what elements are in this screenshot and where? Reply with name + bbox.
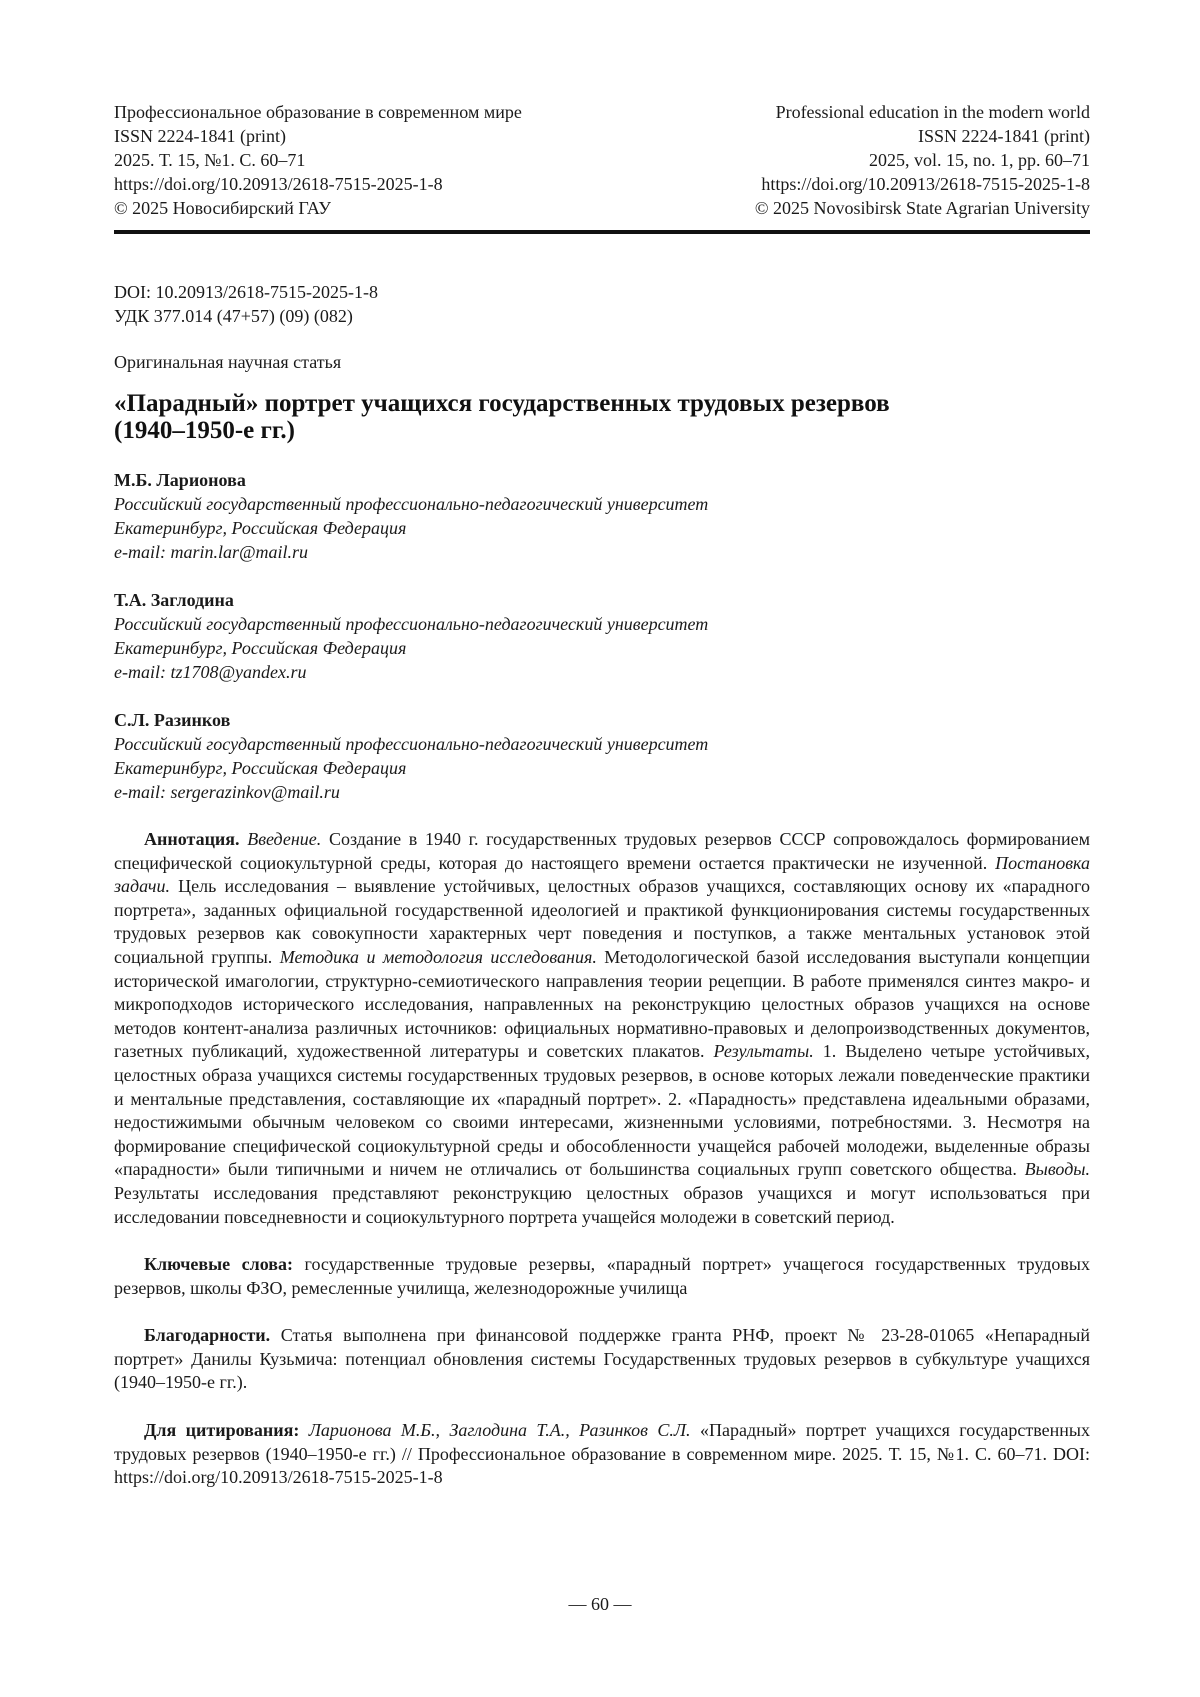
header-left-column bbox=[114, 100, 522, 220]
header-right-column bbox=[755, 100, 1090, 220]
acknowledgements bbox=[114, 1324, 1090, 1395]
author-block bbox=[114, 708, 1090, 804]
article-meta bbox=[114, 280, 1090, 328]
intro-text: Создание в 1940 г. государственных трудовых резервов СССР сопровождалось формированием специфической социокультурной среды, которая до настоящего времени остается практически не изученной. bbox=[114, 829, 1091, 873]
issn-en: ISSN 2224-1841 (print) bbox=[918, 126, 1090, 146]
author-city: Екатеринбург, Российская Федерация bbox=[114, 638, 407, 658]
author-email[interactable]: e-mail: marin.lar@mail.ru bbox=[114, 542, 309, 562]
method-text: Методологической базой исследования выступали концепции исторической имагологии, структурно-семиотического направления теории рецепции. В работе применялся синтез макро- и микроподходов исторического исследования, направленных на реконструкцию целостных образов учащихся на основе методов контент-анализа различных источников: официальных нормативно-правовых и делопроизводственных документов, газетных публикаций, художественной литературы и советских плакатов. bbox=[114, 946, 1090, 1062]
results-text: 1. Выделено четыре устойчивых, целостных образа учащихся системы государственных трудовых резервов, в основе которых лежали поведенческие практики и ментальные представления, составляющие их «парадный портрет». 2. «Парадность» представлена идеальными образами, недостижимыми обычным человеком со своими интересами, жизненными условиями, потребностями. 3. Несмотря на формирование специфической социокультурной среды и обособленности учащейся рабочей молодежи, выделенные образы «парадности» были типичными и ничем не отличались от большинства социальных групп советского общества. bbox=[114, 1041, 1091, 1180]
abstract-label: Аннотация. bbox=[144, 829, 240, 849]
author-affiliation: Российский государственный профессионально-педагогический университет bbox=[114, 734, 709, 754]
results-label: Результаты. bbox=[713, 1041, 814, 1062]
author-block bbox=[114, 588, 1090, 684]
copyright-en: © 2025 Novosibirsk State Agrarian University bbox=[754, 198, 1090, 218]
title-line-1: «Парадный» портрет учащихся государственных трудовых резервов bbox=[114, 390, 890, 417]
issue-en: 2025, vol. 15, no. 1, pp. 60–71 bbox=[868, 150, 1090, 170]
keywords bbox=[114, 1253, 1090, 1300]
doi-link-en[interactable]: https://doi.org/10.20913/2618-7515-2025-1-8 bbox=[761, 174, 1090, 194]
author-city: Екатеринбург, Российская Федерация bbox=[114, 758, 407, 778]
author-affiliation: Российский государственный профессионально-педагогический университет bbox=[114, 494, 709, 514]
author-name: Т.А. Заглодина bbox=[114, 590, 234, 610]
issue-ru: 2025. Т. 15, №1. С. 60–71 bbox=[114, 150, 306, 170]
article-type: Оригинальная научная статья bbox=[114, 352, 342, 372]
keywords-label: Ключевые слова: bbox=[144, 1254, 294, 1275]
article-title bbox=[114, 390, 1090, 444]
doi: DOI: 10.20913/2618-7515-2025-1-8 bbox=[114, 282, 378, 302]
journal-header bbox=[114, 100, 1090, 220]
task-label: Постановка задачи. bbox=[114, 852, 1090, 897]
journal-title-en: Professional education in the modern world bbox=[775, 102, 1090, 122]
thanks-text: Статья выполнена при финансовой поддержке гранта РНФ, проект № 23-28-01065 «Непарадный портрет» Данилы Кузьмича: потенциал обновления системы Государственных трудовых резервов в субкультуре учащихся (1940–1950-е гг.). bbox=[114, 1325, 1090, 1393]
citation-authors: Ларионова М.Б., Заглодина Т.А., Разинков С.Л. bbox=[308, 1420, 691, 1441]
author-email[interactable]: e-mail: sergerazinkov@mail.ru bbox=[114, 782, 340, 802]
keywords-text: государственные трудовые резервы, «парадный портрет» учащегося государственных трудовых резервов, школы ФЗО, ремесленные училища, железнодорожные училища bbox=[114, 1254, 1091, 1298]
citation bbox=[114, 1419, 1090, 1490]
author-affiliation: Российский государственный профессионально-педагогический университет bbox=[114, 614, 709, 634]
udk: УДК 377.014 (47+57) (09) (082) bbox=[114, 306, 353, 326]
abstract bbox=[114, 828, 1090, 1229]
header-divider bbox=[114, 230, 1090, 234]
author-email[interactable]: e-mail: tz1708@yandex.ru bbox=[114, 662, 307, 682]
author-block bbox=[114, 468, 1090, 564]
intro-label: Введение. bbox=[247, 829, 322, 849]
journal-title-ru: Профессиональное образование в современном мире bbox=[114, 102, 522, 122]
issn-ru: ISSN 2224-1841 (print) bbox=[114, 126, 286, 146]
citation-label: Для цитирования: bbox=[144, 1420, 300, 1441]
thanks-label: Благодарности. bbox=[144, 1325, 271, 1346]
title-line-2: (1940–1950-е гг.) bbox=[114, 417, 295, 444]
method-label: Методика и методология исследования. bbox=[279, 946, 597, 967]
author-city: Екатеринбург, Российская Федерация bbox=[114, 518, 407, 538]
copyright-ru: © 2025 Новосибирский ГАУ bbox=[114, 198, 332, 218]
doi-link-ru[interactable]: https://doi.org/10.20913/2618-7515-2025-1-8 bbox=[114, 174, 443, 194]
page-number: — 60 — bbox=[568, 1594, 632, 1614]
citation-text: «Парадный» портрет учащихся государственных трудовых резервов (1940–1950-е гг.) // Профессиональное образование в современном мире. 2025. Т. 15, №1. С. 60–71. DOI: https://doi.org/10.20913/2618-7515-2025-1-8 bbox=[114, 1420, 1091, 1488]
author-name: М.Б. Ларионова bbox=[114, 470, 246, 490]
conclusions-label: Выводы. bbox=[1024, 1159, 1090, 1180]
article-page bbox=[114, 100, 1090, 1490]
task-text: Цель исследования – выявление устойчивых, целостных образов учащихся, составляющих основу их «парадного портрета», заданных официальной государственной идеологией и практикой функционирования системы государственных трудовых резервов как совокупности характерных черт поведения и поступков, а также ментальных установок этой социальной группы. bbox=[114, 876, 1090, 967]
author-name: С.Л. Разинков bbox=[114, 710, 231, 730]
conclusions-text: Результаты исследования представляют реконструкцию целостных образов учащихся и могут использоваться при исследовании повседневности и социокультурного портрета учащейся молодежи в советский период. bbox=[114, 1182, 1090, 1227]
